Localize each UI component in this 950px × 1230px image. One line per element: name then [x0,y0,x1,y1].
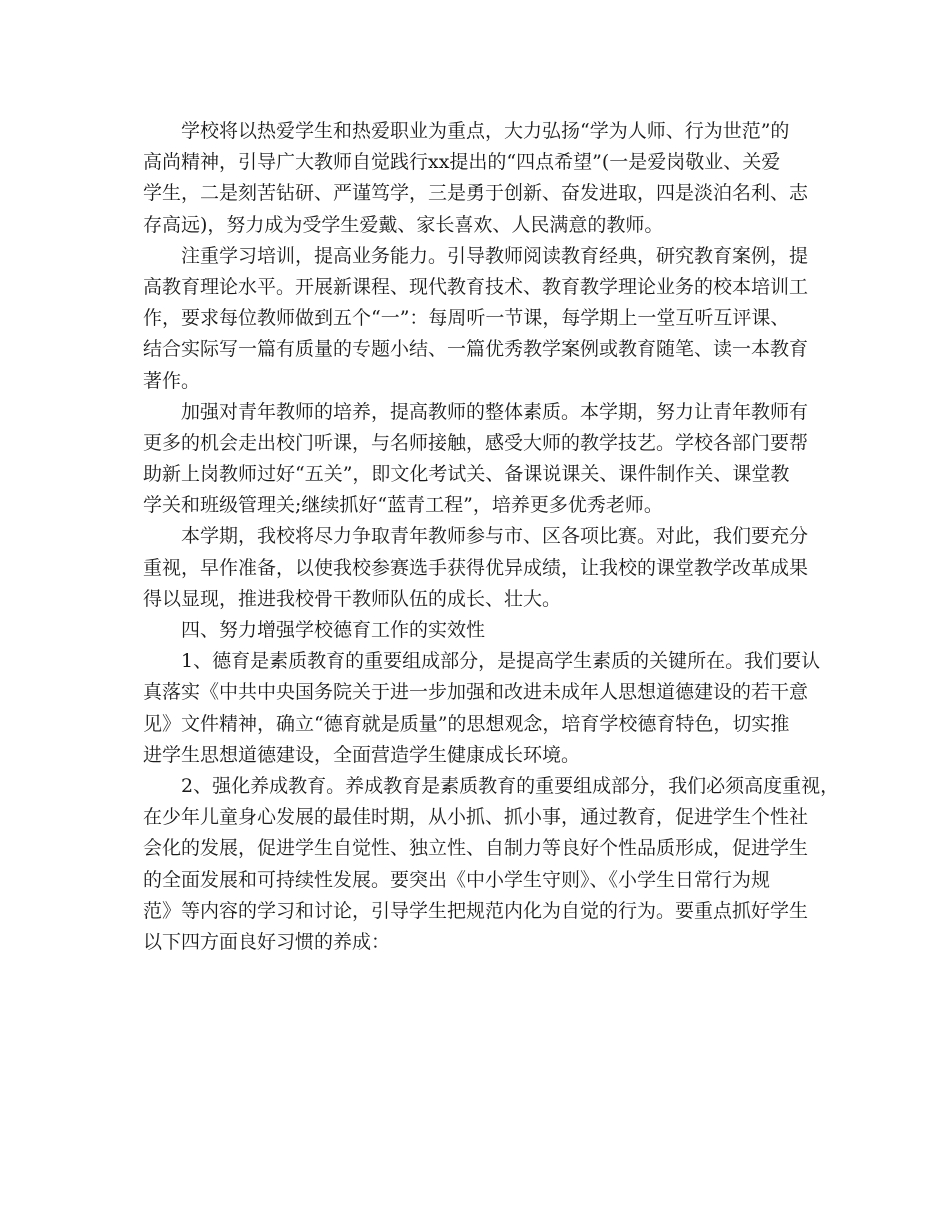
paragraph-young-teachers [143,397,823,522]
paragraph-line: 注重学习培训，提高业务能力。引导教师阅读教育经典，研究教育案例，提 [181,244,809,267]
paragraph-line: 以下四方面良好习惯的养成： [143,930,391,953]
paragraph-line: 重视，早作准备，以使我校参赛选手获得优异成绩，让我校的课堂教学改革成果 [143,556,809,579]
paragraph-line: 学关和班级管理关;继续抓好“蓝青工程”，培养更多优秀老师。 [143,494,663,517]
paragraph-habit-education [143,771,840,958]
paragraph-line: 加强对青年教师的培养，提高教师的整体素质。本学期，努力让青年教师有 [181,400,809,423]
paragraph-line: 更多的机会走出校门听课，与名师接触，感受大师的教学技艺。学校各部门要帮 [143,431,809,454]
paragraph-line: 助新上岗教师过好“五关”，即文化考试关、备课说课关、课件制作关、课堂教 [143,463,790,486]
paragraph-line: 存高远)，努力成为受学生爱戴、家长喜欢、人民满意的教师。 [143,213,664,236]
paragraph-line: 作，要求每位教师做到五个“一”：每周听一节课，每学期上一堂互听互评课、 [143,307,790,330]
paragraph-line: 学校将以热爱学生和热爱职业为重点，大力弘扬“学为人师、行为世范”的 [181,120,790,142]
document-body [143,116,840,958]
paragraph-line: 2、强化养成教育。养成教育是素质教育的重要组成部分，我们必须高度重视， [181,774,840,797]
section-heading-text: 四、努力增强学校德育工作的实效性 [181,619,486,641]
paragraph-line: 学生，二是刻苦钻研、严谨笃学，三是勇于创新、奋发进取，四是淡泊名利、志 [143,182,809,205]
section-heading [143,615,823,646]
paragraph-line: 进学生思想道德建设，全面营造学生健康成长环境。 [143,743,581,766]
paragraph-line: 著作。 [143,369,201,392]
paragraph-teacher-ethics [143,116,823,241]
paragraph-line: 得以显现，推进我校骨干教师队伍的成长、壮大。 [143,587,562,610]
paragraph-line: 的全面发展和可持续性发展。要突出《中小学生守则》、《小学生日常行为规 [143,868,771,891]
paragraph-line: 结合实际写一篇有质量的专题小结、一篇优秀教学案例或教育随笔、读一本教育 [143,338,809,361]
paragraph-study-training [143,241,823,397]
paragraph-line: 真落实《中共中央国务院关于进一步加强和改进未成年人思想道德建设的若干意 [143,681,809,704]
paragraph-line: 1、德育是素质教育的重要组成部分，是提高学生素质的关键所在。我们要认 [181,650,821,673]
paragraph-line: 在少年儿童身心发展的最佳时期，从小抓、抓小事，通过教育，促进学生个性社 [143,806,809,829]
paragraph-line: 高尚精神，引导广大教师自觉践行xx提出的“四点希望”(一是爱岗敬业、关爱 [143,151,781,174]
paragraph-line: 会化的发展，促进学生自觉性、独立性、自制力等良好个性品质形成，促进学生 [143,837,809,860]
paragraph-competitions [143,521,823,615]
paragraph-line: 高教育理论水平。开展新课程、现代教育技术、教育教学理论业务的校本培训工 [143,275,809,298]
paragraph-line: 范》等内容的学习和讨论，引导学生把规范内化为自觉的行为。要重点抓好学生 [143,899,809,922]
paragraph-line: 见》文件精神，确立“德育就是质量”的思想观念，培育学校德育特色，切实推 [143,712,790,735]
paragraph-moral-education [143,646,823,771]
paragraph-line: 本学期，我校将尽力争取青年教师参与市、区各项比赛。对此，我们要充分 [181,525,809,548]
